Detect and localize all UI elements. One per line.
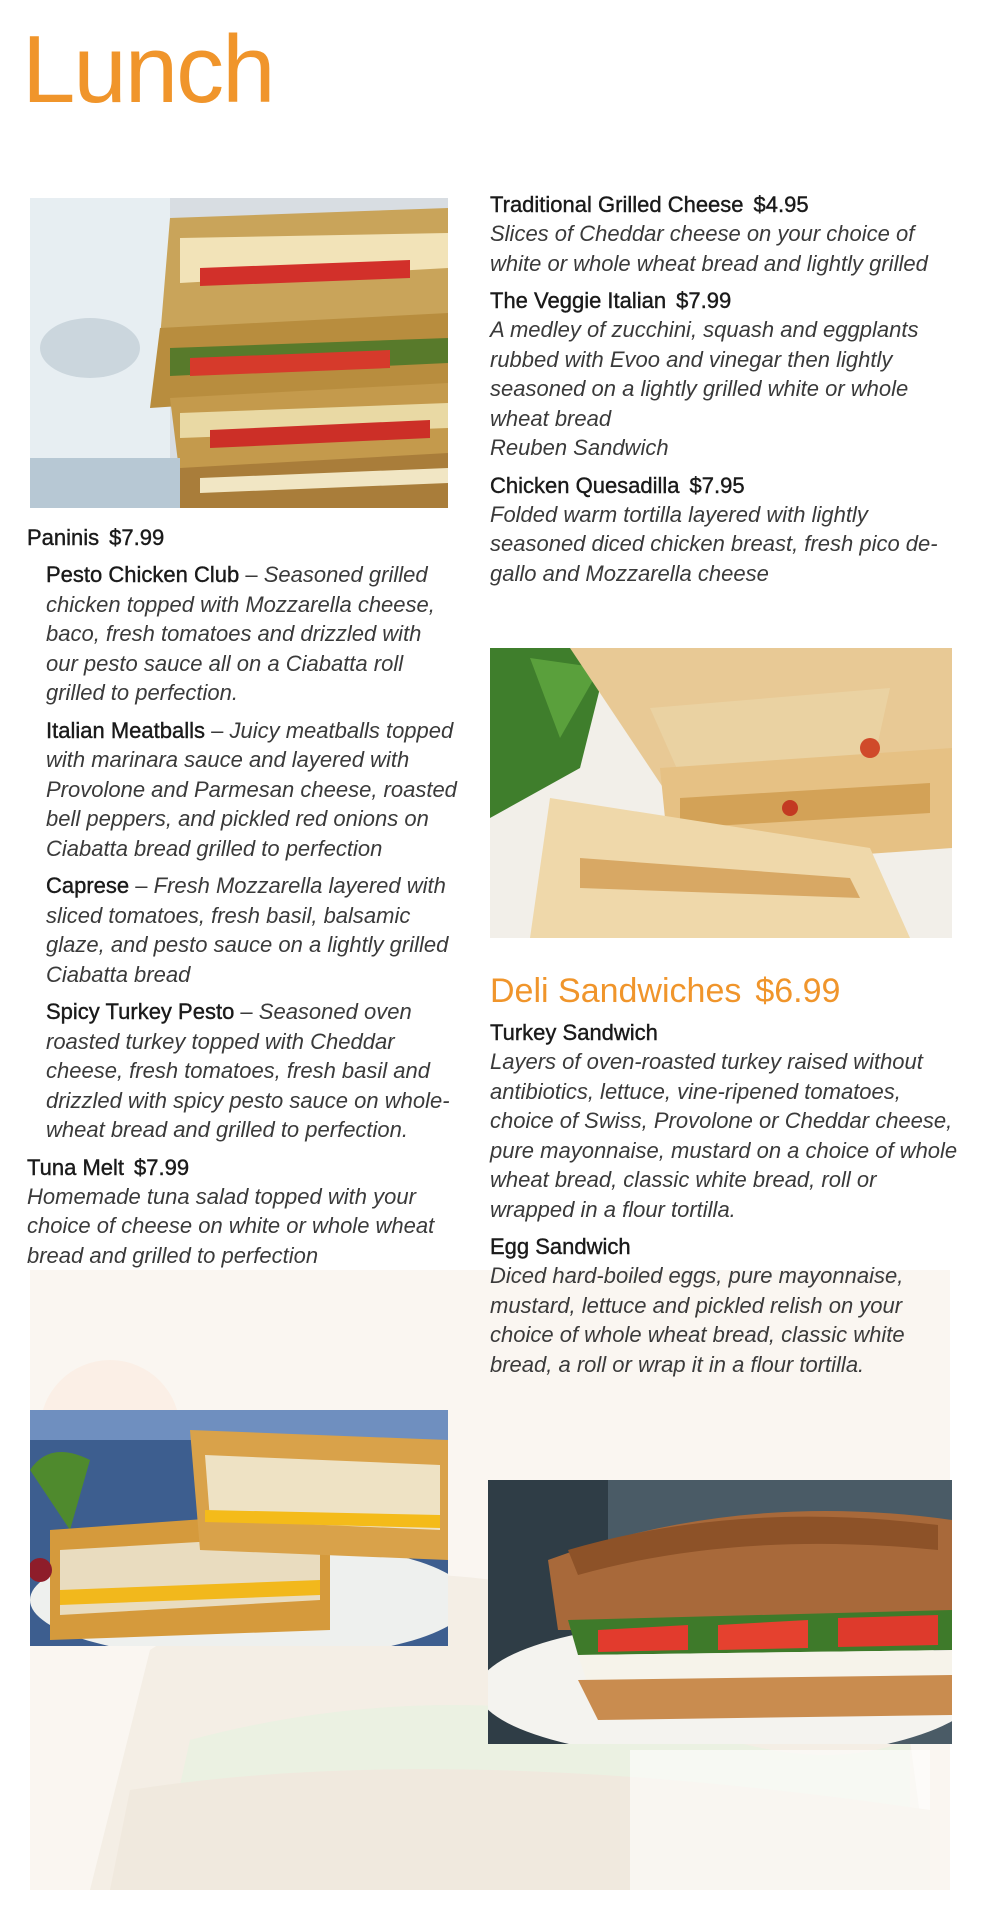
menu-item-traditional-grilled-cheese xyxy=(490,190,960,278)
item-name: Chicken Quesadilla xyxy=(490,472,680,498)
panini-photo xyxy=(30,198,448,508)
item-description: A medley of zucchini, squash and eggplants rubbed with Evoo and vinegar then lightly seasoned on a lightly grilled white or whole wheat bread xyxy=(490,317,919,431)
menu-item-paninis xyxy=(27,523,457,552)
menu-item-egg-sandwich xyxy=(490,1232,960,1379)
item-description: Seasoned oven roasted turkey topped with Cheddar cheese, fresh tomatoes, fresh basil and drizzled with spicy pesto sauce on whole-wheat bread and grilled to perfection. xyxy=(46,999,450,1142)
item-description: Juicy meatballs topped with marinara sauce and layered with Provolone and Parmesan cheese, roasted bell peppers, and pickled red onions on Ciabatta bread grilled to perfection xyxy=(46,717,457,861)
menu-item-spicy-turkey-pesto: Spicy Turkey Pesto – Seasoned oven roasted turkey topped with Cheddar cheese, fresh tomatoes, fresh basil and drizzled with spicy pesto sauce on whole-wheat bread and grilled to perfection. xyxy=(46,999,450,1142)
tuna-melt-photo xyxy=(30,1410,448,1646)
item-description: Folded warm tortilla layered with lightly seasoned diced chicken breast, fresh pico de-gallo and Mozzarella cheese xyxy=(490,501,938,586)
item-price: $7.99 xyxy=(676,288,732,313)
menu-item-caprese: Caprese – Fresh Mozzarella layered with sliced tomatoes, fresh basil, balsamic glaze, and pesto sauce on a lightly grilled Ciabatta bread xyxy=(46,873,449,987)
item-description: Layers of oven-roasted turkey raised without antibiotics, lettuce, vine-ripened tomatoes, choice of Swiss, Provolone or Cheddar cheese, pure mayonnaise, mustard on a choice of whole wheat bread, classic white bread, roll or wrapped in a flour tortilla. xyxy=(490,1049,958,1222)
menu-item-italian-meatballs: Italian Meatballs – Juicy meatballs topped with marinara sauce and layered with Provolone and Parmesan cheese, roasted bell peppers, and pickled red onions on Ciabatta bread grilled to perfection xyxy=(46,717,457,861)
item-name: Turkey Sandwich xyxy=(490,1020,658,1045)
item-name: Caprese xyxy=(46,873,130,898)
item-price: $7.95 xyxy=(689,472,745,498)
menu-item-pesto-chicken-club: Pesto Chicken Club – Seasoned grilled chicken topped with Mozzarella cheese, baco, fresh tomatoes and drizzled with our pesto sauce all on a Ciabatta roll grilled to perfection. xyxy=(46,562,435,705)
item-description: Slices of Cheddar cheese on your choice of white or whole wheat bread and lightly grilled xyxy=(490,221,928,276)
menu-item-chicken-quesadilla xyxy=(490,471,960,589)
item-name: Traditional Grilled Cheese xyxy=(490,192,744,217)
item-price: $7.99 xyxy=(109,525,165,550)
menu-item-turkey-sandwich xyxy=(490,1018,960,1224)
item-name: Tuna Melt xyxy=(27,1154,125,1180)
section-deli-sandwiches xyxy=(490,970,960,1012)
item-description: Homemade tuna salad topped with your choice of cheese on white or whole wheat bread and grilled to perfection xyxy=(27,1183,435,1268)
section-price: $6.99 xyxy=(755,972,841,1010)
item-description: Diced hard-boiled eggs, pure mayonnaise, mustard, lettuce and pickled relish on your choice of whole wheat bread, classic white bread, a roll or wrap it in a flour tortilla. xyxy=(490,1263,905,1377)
item-name: Pesto Chicken Club xyxy=(46,562,240,587)
item-name: Paninis xyxy=(27,525,100,550)
item-extra: Reuben Sandwich xyxy=(490,435,669,460)
page-title: Lunch xyxy=(22,16,274,123)
item-name: The Veggie Italian xyxy=(490,288,667,313)
item-name: Italian Meatballs xyxy=(46,717,205,743)
deli-sandwich-photo xyxy=(488,1480,952,1744)
menu-item-veggie-italian xyxy=(490,286,960,463)
menu-item-tuna-melt xyxy=(27,1153,457,1271)
item-price: $7.99 xyxy=(134,1154,190,1180)
item-price: $4.95 xyxy=(753,192,809,217)
section-title: Deli Sandwiches xyxy=(490,972,742,1010)
quesadilla-photo xyxy=(490,648,952,938)
item-name: Spicy Turkey Pesto xyxy=(46,999,235,1024)
item-name: Egg Sandwich xyxy=(490,1234,631,1259)
item-description: Fresh Mozzarella layered with sliced tomatoes, fresh basil, balsamic glaze, and pesto sauce on a lightly grilled Ciabatta bread xyxy=(46,873,449,987)
item-description: Seasoned grilled chicken topped with Mozzarella cheese, baco, fresh tomatoes and drizzled with our pesto sauce all on a Ciabatta roll grilled to perfection. xyxy=(46,562,435,705)
